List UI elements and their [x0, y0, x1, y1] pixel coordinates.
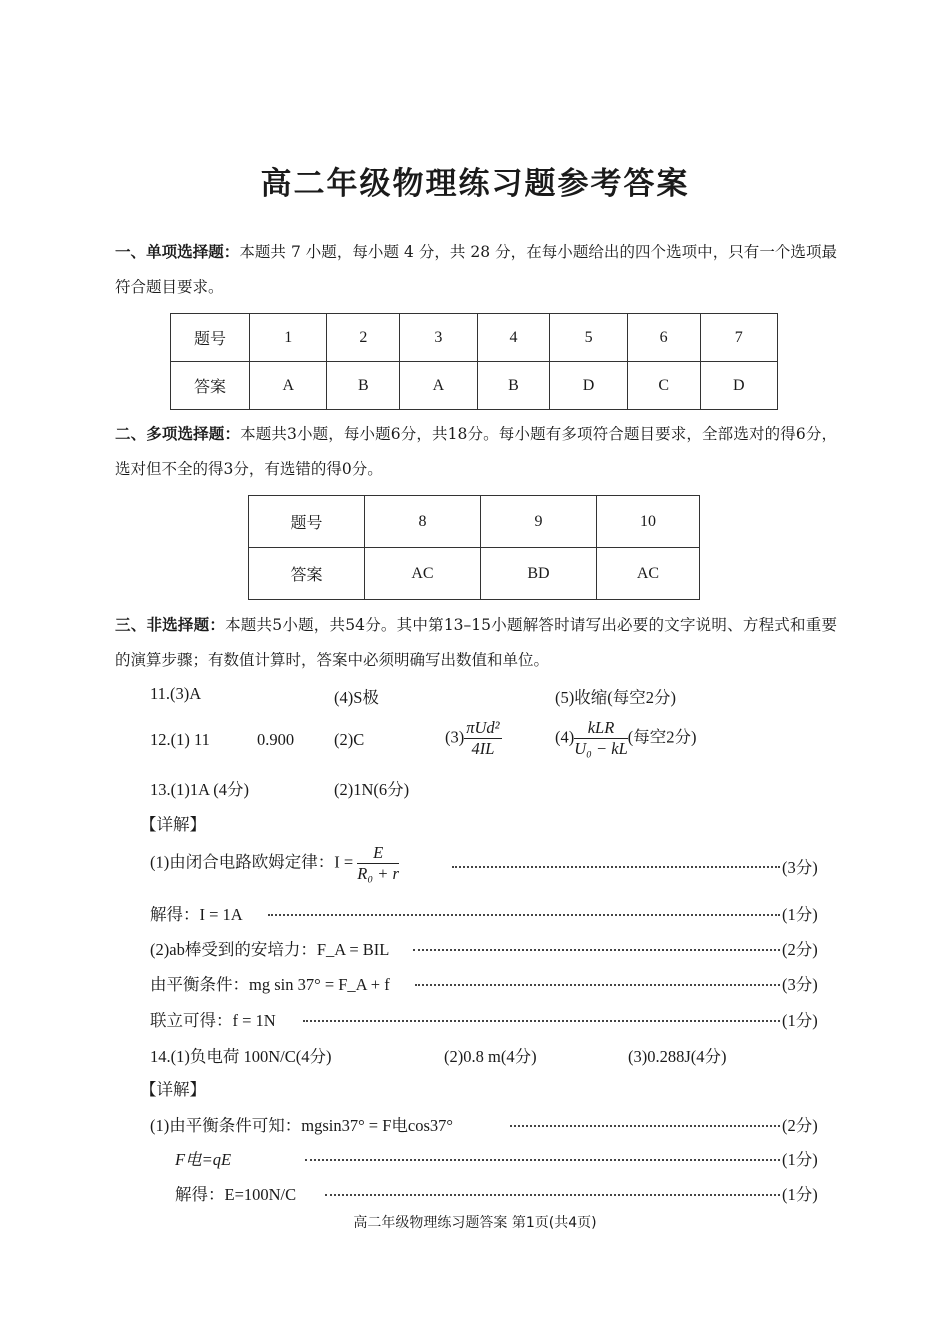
question-number: 8: [365, 496, 481, 548]
table-row: [171, 362, 778, 410]
q14-step-3: 解得：E=100N/C: [175, 1185, 297, 1204]
question-number: 1: [250, 314, 327, 362]
q11-answer-5: (5)收缩(每空2分): [555, 688, 676, 707]
section3-heading: 三、非选择题：: [115, 616, 226, 634]
dot-leader: [452, 866, 780, 868]
question-number: 9: [481, 496, 597, 548]
section3-intro: [115, 608, 837, 678]
dot-leader: [325, 1194, 780, 1196]
q11-answer-4: (4)S极: [334, 688, 379, 707]
points-label: (1分): [782, 1150, 818, 1169]
row-label: 答案: [171, 362, 250, 410]
q12-3-prefix: (3): [445, 727, 465, 747]
page-title: 高二年级物理练习题参考答案: [260, 166, 690, 202]
dot-leader: [413, 949, 780, 951]
fraction-numerator: E: [357, 843, 399, 864]
q12-answer-4: [555, 718, 697, 759]
answer-cell: D: [700, 362, 777, 410]
q13-answer-1: 13.(1)1A (4分): [150, 780, 249, 799]
q12-answer-1b: 0.900: [257, 730, 295, 749]
q13-detail-label: 【详解】: [140, 815, 206, 834]
q12-answer-3: [445, 718, 502, 759]
q14-step-1: (1)由平衡条件可知：mgsin37° = F电cos37°: [150, 1116, 454, 1135]
section2-text: 本题共3小题，每小题6分，共18分。每小题有多项符合题目要求，全部选对的得6分，选对但不全的得3分，有选错的得0分。: [115, 425, 837, 478]
q14-answer-2: (2)0.8 m(4分): [444, 1047, 537, 1066]
formula-fraction: [357, 843, 399, 884]
page-footer: 高二年级物理练习题答案 第1页(共4页): [353, 1215, 597, 1231]
section2-intro: [115, 417, 837, 487]
answer-cell: BD: [481, 548, 597, 600]
fraction-denominator: U₀ − kL: [574, 739, 628, 758]
question-number: 10: [597, 496, 700, 548]
fraction-denominator: 4IL: [471, 739, 495, 758]
question-number: 4: [477, 314, 550, 362]
question-number: 3: [400, 314, 477, 362]
points-label: (1分): [782, 905, 818, 924]
q13-step-1: [150, 843, 399, 884]
q14-answer-3: (3)0.288J(4分): [628, 1047, 727, 1066]
dot-leader: [303, 1020, 780, 1022]
section1-heading: 一、单项选择题：: [115, 243, 240, 261]
answer-cell: C: [627, 362, 700, 410]
fraction-numerator: πUd²: [466, 718, 500, 737]
section1-intro: [115, 235, 837, 305]
q12-answer-1: 12.(1) 11: [150, 730, 210, 749]
table-row: [171, 314, 778, 362]
answer-cell: B: [327, 362, 400, 410]
q13-step-4: 由平衡条件：mg sin 37° = F_A + f: [150, 975, 390, 994]
step-text: (1)由闭合电路欧姆定律：I =: [150, 852, 358, 872]
row-label: 题号: [249, 496, 365, 548]
answer-cell: D: [550, 362, 627, 410]
q12-answer-2: (2)C: [334, 730, 365, 749]
points-label: (3分): [782, 975, 818, 994]
table-row: [249, 496, 700, 548]
dot-leader: [415, 984, 780, 986]
formula-fraction: [464, 718, 501, 759]
points-label: (2分): [782, 940, 818, 959]
question-number: 5: [550, 314, 627, 362]
dot-leader: [305, 1159, 780, 1161]
points-label: (1分): [782, 1011, 818, 1030]
answer-cell: AC: [365, 548, 481, 600]
points-label: (2分): [782, 1116, 818, 1135]
answer-cell: B: [477, 362, 550, 410]
answer-cell: A: [400, 362, 477, 410]
multi-choice-answer-table: [248, 495, 700, 600]
section3-text: 本题共5小题，共54分。其中第13–15小题解答时请写出必要的文字说明、方程式和重要的演算步骤；有数值计算时，答案中必须明确写出数值和单位。: [115, 616, 837, 669]
points-label: (3分): [782, 858, 818, 877]
q14-detail-label: 【详解】: [140, 1080, 206, 1099]
q13-step-2: 解得：I = 1A: [150, 905, 243, 924]
q14-answer-1: 14.(1)负电荷 100N/C(4分): [150, 1047, 332, 1066]
q13-answer-2: (2)1N(6分): [334, 780, 410, 799]
dot-leader: [510, 1125, 780, 1127]
question-number: 7: [700, 314, 777, 362]
formula-fraction: [574, 718, 628, 759]
q13-step-3: (2)ab棒受到的安培力：F_A = BIL: [150, 940, 390, 959]
question-number: 6: [627, 314, 700, 362]
q12-4-suffix: (每空2分): [627, 727, 697, 747]
table-row: [249, 548, 700, 600]
fraction-numerator: kLR: [574, 718, 628, 739]
question-number: 2: [327, 314, 400, 362]
section2-heading: 二、多项选择题：: [115, 425, 241, 443]
q11-answer-3: 11.(3)A: [150, 684, 202, 703]
q14-step-2: F电=qE: [175, 1150, 232, 1169]
single-choice-answer-table: [170, 313, 778, 410]
section1-text: 本题共 7 小题，每小题 4 分，共 28 分，在每小题给出的四个选项中，只有一个选项最符合题目要求。: [115, 243, 837, 296]
dot-leader: [268, 914, 780, 916]
fraction-denominator: R₀ + r: [357, 864, 399, 883]
row-label: 题号: [171, 314, 250, 362]
answer-cell: AC: [597, 548, 700, 600]
points-label: (1分): [782, 1185, 818, 1204]
q12-4-prefix: (4): [555, 727, 575, 747]
answer-cell: A: [250, 362, 327, 410]
row-label: 答案: [249, 548, 365, 600]
q13-step-5: 联立可得：f = 1N: [150, 1011, 276, 1030]
